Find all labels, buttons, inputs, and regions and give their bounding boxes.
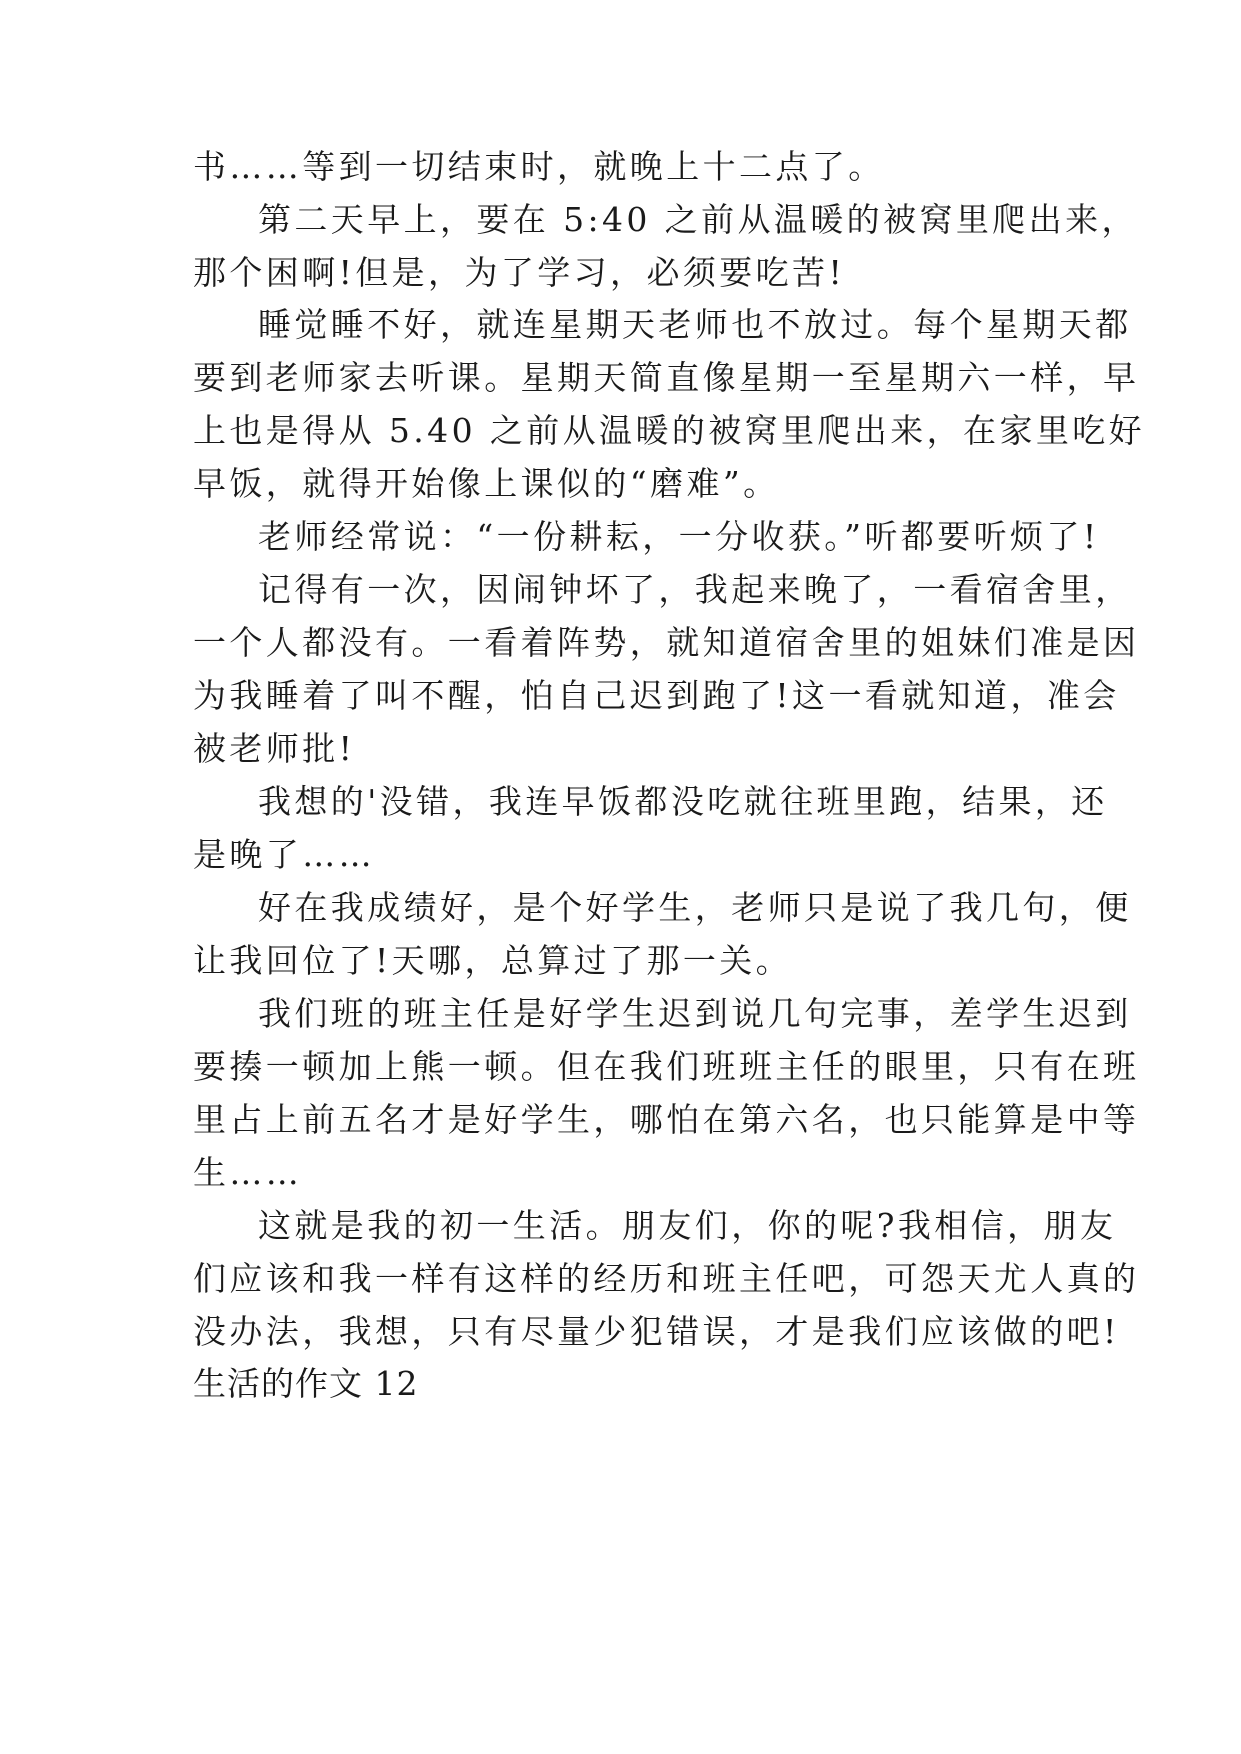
text-line: 被老师批! xyxy=(193,729,356,768)
text-line: 让我回位了!天哪，总算过了那一关。 xyxy=(193,941,793,980)
text-line: 记得有一次，因闹钟坏了，我起来晚了，一看宿舍里， xyxy=(258,570,1132,609)
text-line: 我们班的班主任是好学生迟到说几句完事，差学生迟到 xyxy=(258,994,1132,1033)
text-line: 一个人都没有。一看着阵势，就知道宿舍里的姐妹们准是因 xyxy=(193,623,1140,662)
text-line: 那个困啊!但是，为了学习，必须要吃苦! xyxy=(193,253,846,292)
text-line: 们应该和我一样有这样的经历和班主任吧，可怨天尤人真的 xyxy=(193,1259,1140,1298)
text-line: 睡觉睡不好，就连星期天老师也不放过。每个星期天都 xyxy=(258,305,1132,344)
text-line: 我想的'没错，我连早饭都没吃就往班里跑，结果，还 xyxy=(258,782,1108,821)
text-line: 没办法，我想，只有尽量少犯错误，才是我们应该做的吧! xyxy=(193,1312,1120,1351)
text-line: 里占上前五名才是好学生，哪怕在第六名，也只能算是中等 xyxy=(193,1100,1140,1139)
text-line: 早饭，就得开始像上课似的“磨难”。 xyxy=(193,464,780,503)
text-line: 要到老师家去听课。星期天简直像星期一至星期六一样，早 xyxy=(193,358,1140,397)
text-line: 好在我成绩好，是个好学生，老师只是说了我几句，便 xyxy=(258,888,1132,927)
text-line: 要揍一顿加上熊一顿。但在我们班班主任的眼里，只有在班 xyxy=(193,1047,1140,1086)
text-line: 为我睡着了叫不醒，怕自己迟到跑了!这一看就知道，准会 xyxy=(193,676,1120,715)
text-line: 老师经常说：“一份耕耘，一分收获。”听都要听烦了! xyxy=(258,517,1100,556)
text-line: 这就是我的初一生活。朋友们，你的呢?我相信，朋友 xyxy=(258,1206,1117,1245)
text-line: 书……等到一切结束时，就晚上十二点了。 xyxy=(193,147,885,186)
text-line: 生…… xyxy=(193,1153,303,1192)
section-heading: 生活的作文 12 xyxy=(193,1364,419,1403)
text-line: 第二天早上，要在 5:40 之前从温暖的被窝里爬出来， xyxy=(258,200,1138,239)
text-line: 是晚了…… xyxy=(193,835,375,874)
text-line: 上也是得从 5.40 之前从温暖的被窝里爬出来，在家里吃好 xyxy=(193,411,1146,450)
